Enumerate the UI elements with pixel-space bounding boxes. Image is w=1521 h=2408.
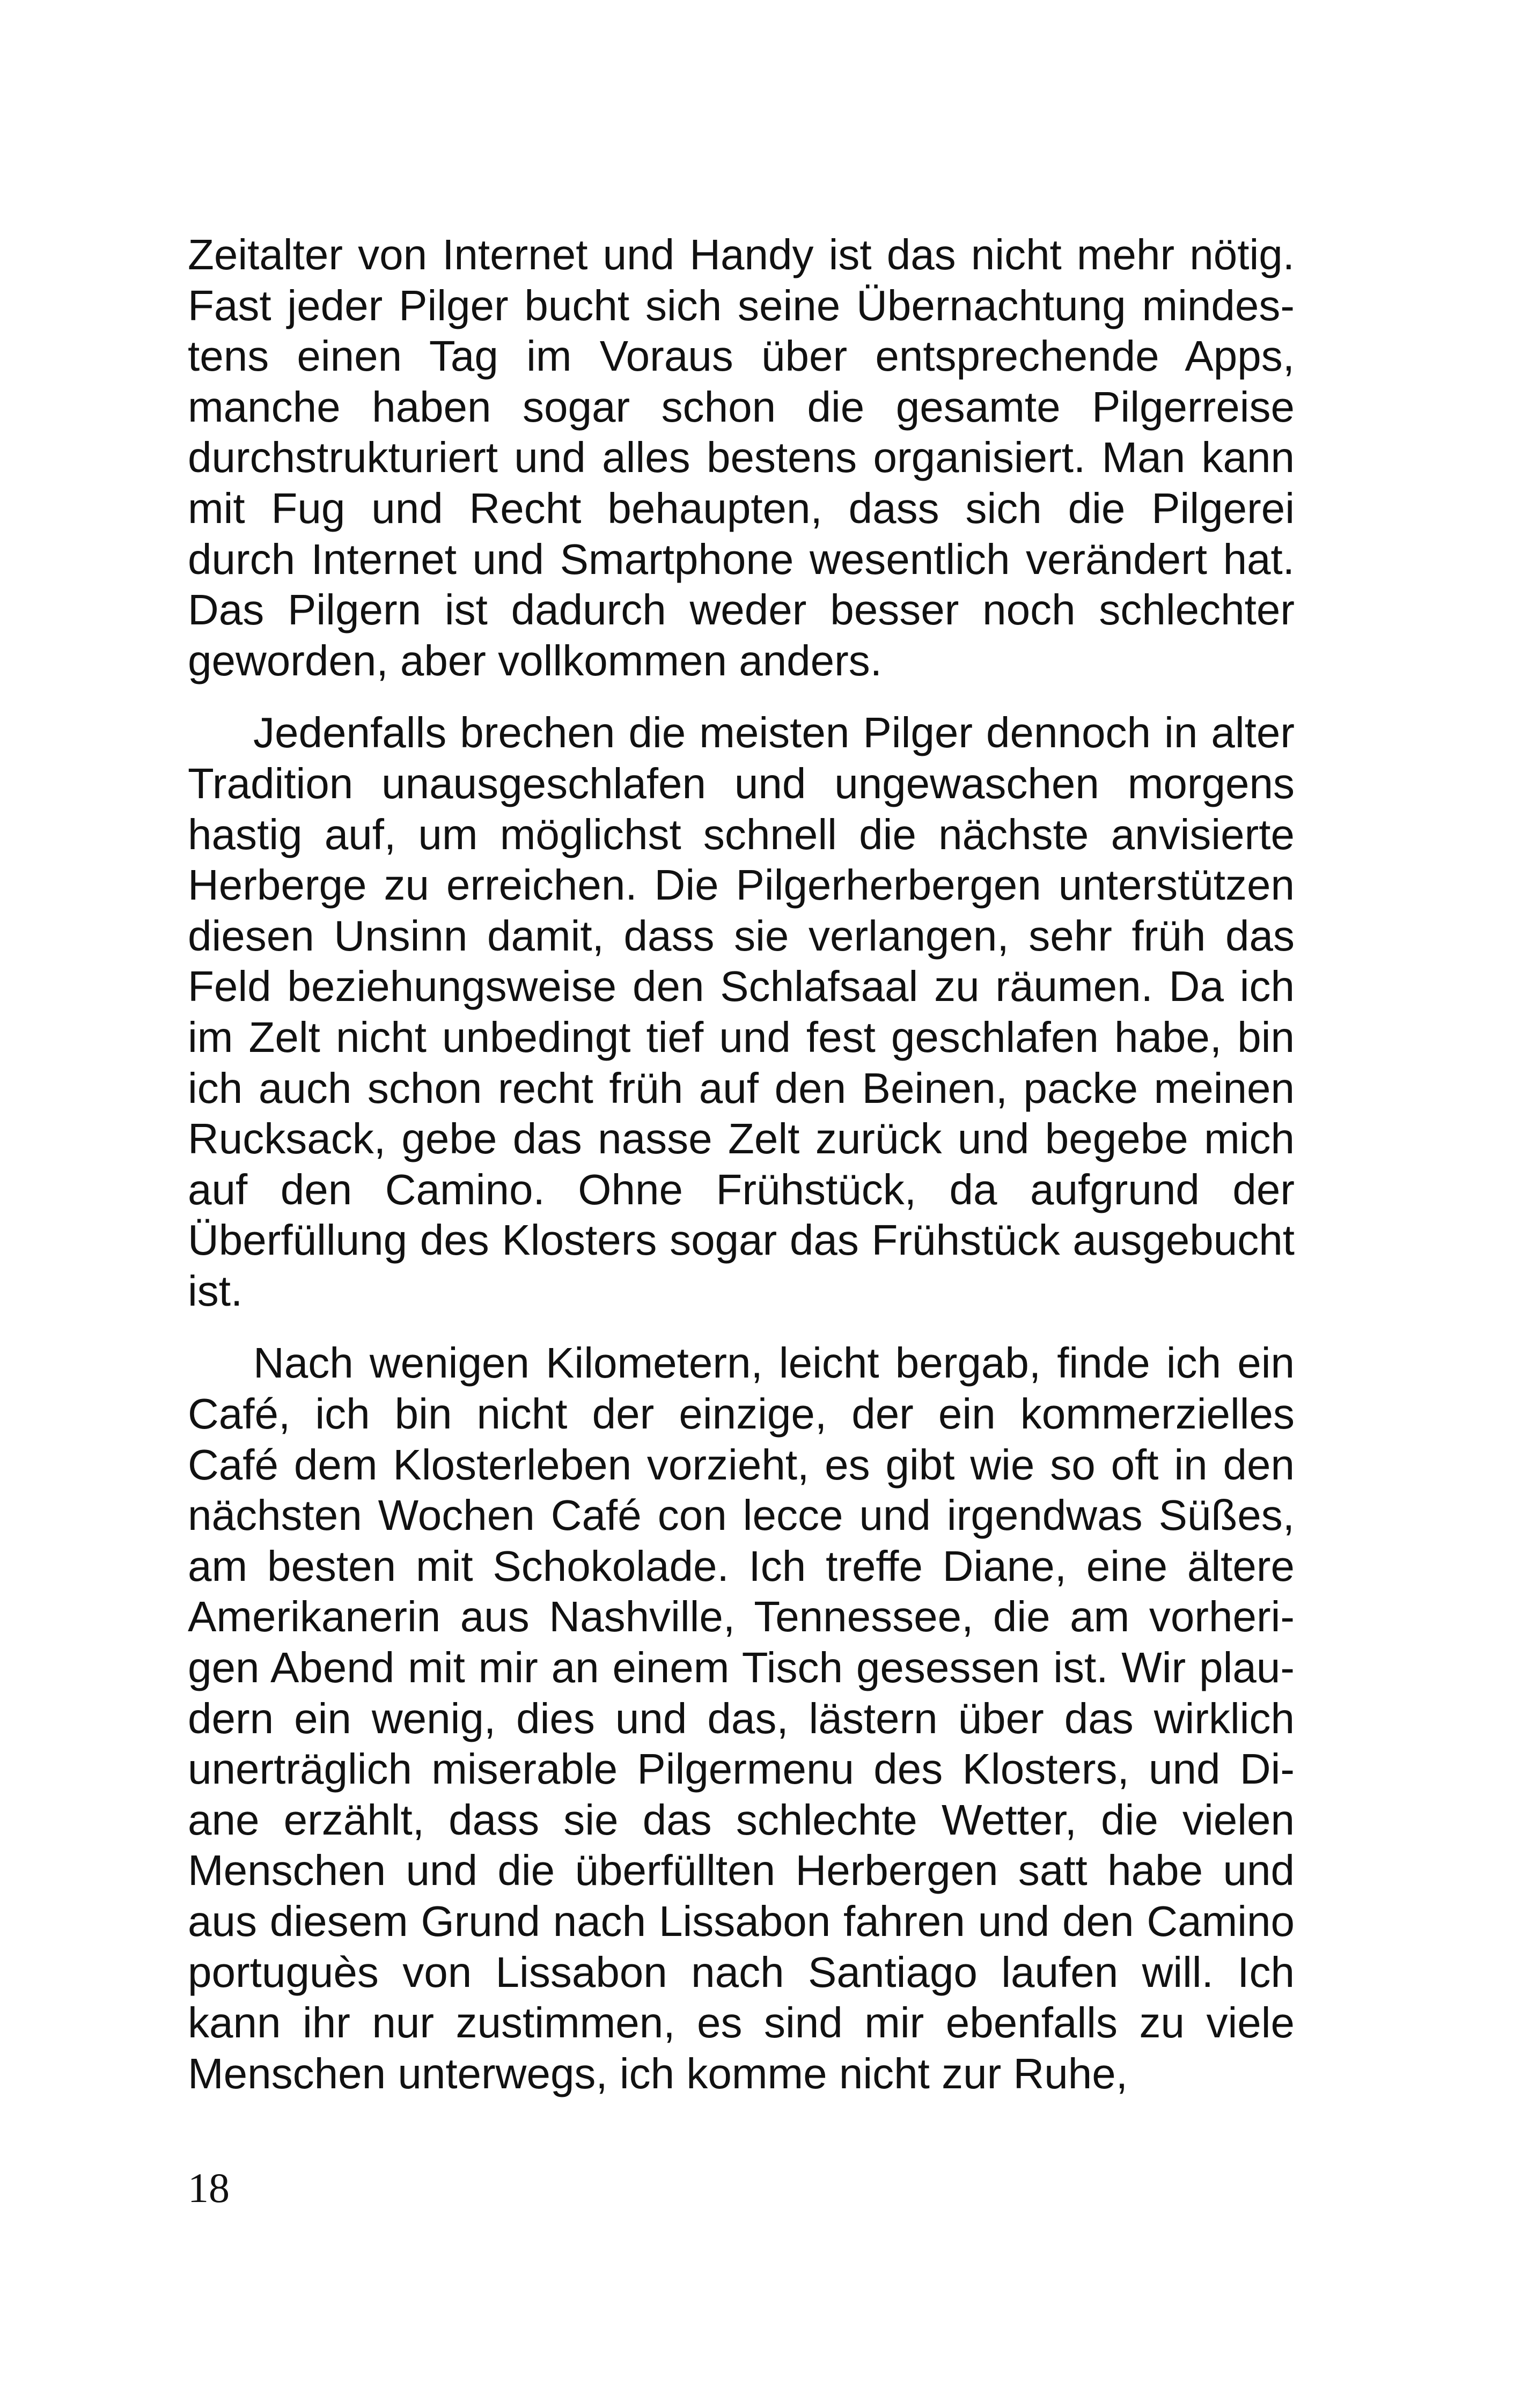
paragraph-2: Jedenfalls brechen die meisten Pilger dennoch in alter Tradition unausgeschlafen und ungewaschen morgens hastig auf, um möglichst schnell die nächste anvisierte Herberge zu erreichen. Die Pilgerherbergen unterstützen diesen Unsinn damit, dass sie verlangen, sehr früh das Feld beziehungsweise den Schlafsaal zu räumen. Da ich im Zelt nicht unbedingt tief und fest geschlafen habe, bin ich auch schon recht früh auf den Beinen, packe meinen Rucksack, gebe das nasse Zelt zurück und begebe mich auf den Camino. Ohne Frühstück, da aufgrund der Überfüllung des Klosters sogar das Frühstück ausgebucht ist. bbox=[188, 709, 1295, 1315]
paragraph-1: Zeitalter von Internet und Handy ist das nicht mehr nötig. Fast jeder Pilger bucht sich seine Übernachtung mindestens einen Tag im Voraus über entsprechende Apps, manche haben sogar schon die gesamte Pilgerreise durchstrukturiert und alles bestens organisiert. Man kann mit Fug und Recht behaupten, dass sich die Pilgerei durch Internet und Smartphone wesentlich verändert hat. Das Pilgern ist dadurch weder besser noch schlechter geworden, aber vollkommen anders. bbox=[188, 231, 1295, 684]
body-text bbox=[188, 230, 1295, 2099]
page-number: 18 bbox=[188, 2164, 230, 2211]
paragraph-3: Nach wenigen Kilometern, leicht bergab, finde ich ein Café, ich bin nicht der einzige, der ein kommerzielles Café dem Klosterleben vorzieht, es gibt wie so oft in den nächsten Wochen Café con lecce und irgendwas Süßes, am besten mit Schokolade. Ich treffe Diane, eine ältere Amerikanerin aus Nashville, Tennessee, die am vorherigen Abend mit mir an einem Tisch gesessen ist. Wir plaudern ein wenig, dies und das, lästern über das wirklich unerträglich miserable Pilgermenu des Klosters, und Diane erzählt, dass sie das schlechte Wetter, die vielen Menschen und die überfüllten Herbergen satt habe und aus diesem Grund nach Lissabon fahren und den Camino portuguès von Lissabon nach Santiago laufen will. Ich kann ihr nur zustimmen, es sind mir ebenfalls zu viele Menschen unterwegs, ich komme nicht zur Ruhe, bbox=[188, 1339, 1295, 2097]
